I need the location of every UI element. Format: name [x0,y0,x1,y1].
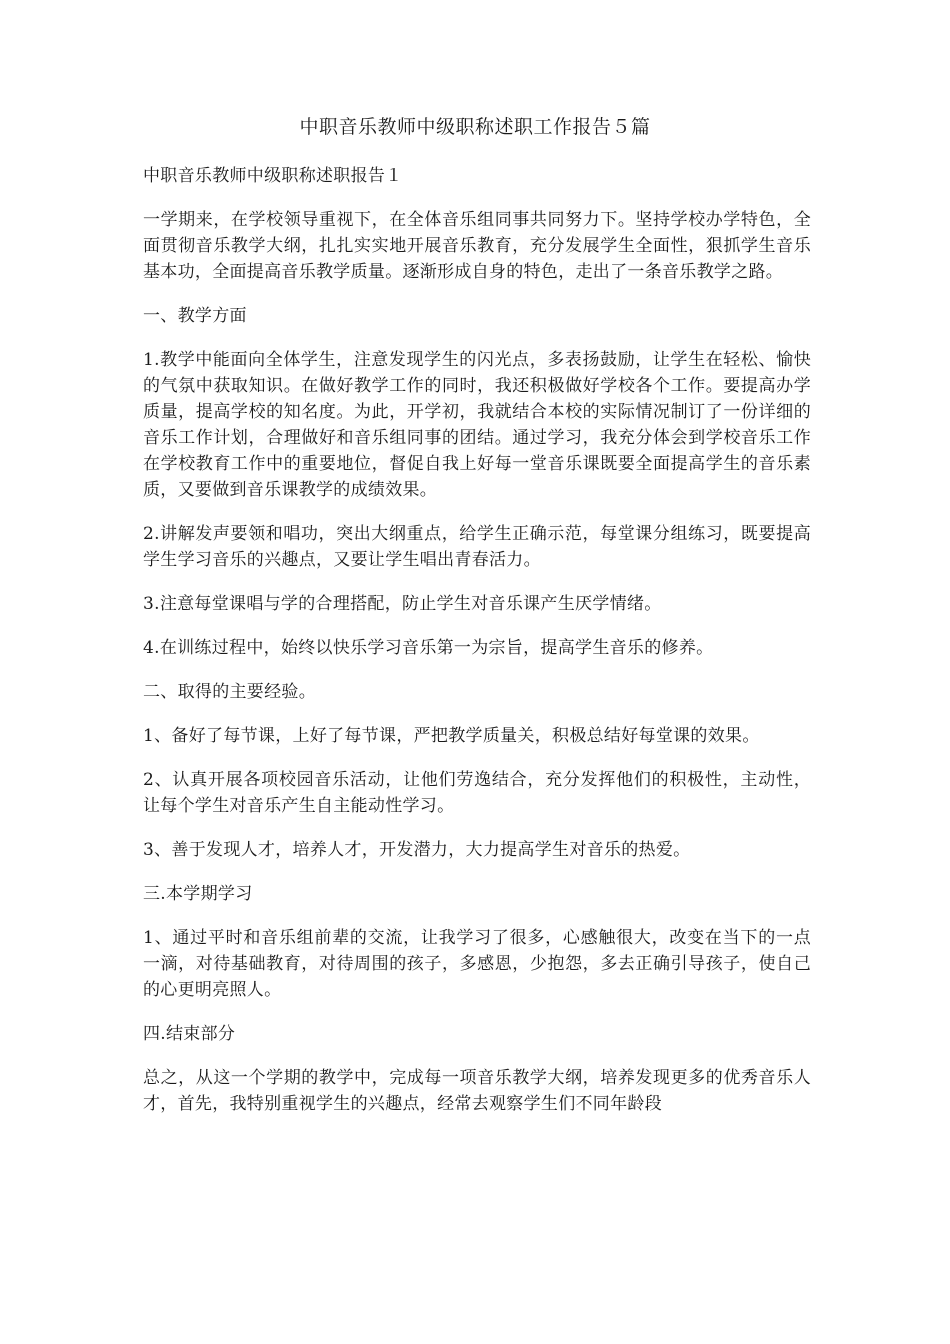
teaching-item-3: 3.注意每堂课唱与学的合理搭配，防止学生对音乐课产生厌学情绪。 [143,594,662,614]
section-heading-teaching: 一、教学方面 [143,306,247,326]
teaching-item-2: 2.讲解发声要领和唱功，突出大纲重点，给学生正确示范，每堂课分组练习，既要提高学生学习音乐的兴趣点，又要让学生唱出青春活力。 [143,524,811,570]
conclusion-paragraph: 总之，从这一个学期的教学中，完成每一项音乐教学大纲，培养发现更多的优秀音乐人才，首先，我特别重视学生的兴趣点，经常去观察学生们不同年龄段 [143,1068,811,1114]
teaching-item-4: 4.在训练过程中，始终以快乐学习音乐第一为宗旨，提高学生音乐的修养。 [143,638,714,658]
section-heading-experience: 二、取得的主要经验。 [143,682,316,702]
section-heading-study: 三.本学期学习 [143,884,253,904]
study-item-1: 1、通过平时和音乐组前辈的交流，让我学习了很多，心感触很大，改变在当下的一点一滴，对待基础教育，对待周围的孩子，多感恩，少抱怨，多去正确引导孩子，使自己的心更明亮照人。 [143,928,811,1000]
teaching-item-1: 1.教学中能面向全体学生，注意发现学生的闪光点，多表扬鼓励，让学生在轻松、愉快的气氛中获取知识。在做好教学工作的同时，我还积极做好学校各个工作。要提高办学质量，提高学校的知名度。为此，开学初，我就结合本校的实际情况制订了一份详细的音乐工作计划，合理做好和音乐组同事的团结。通过学习，我充分体会到学校音乐工作在学校教育工作中的重要地位，督促自我上好每一堂音乐课既要全面提高学生的音乐素质，又要做到音乐课教学的成绩效果。 [143,350,811,500]
experience-item-3: 3、善于发现人才，培养人才，开发潜力，大力提高学生对音乐的热爱。 [143,840,691,860]
experience-item-2: 2、认真开展各项校园音乐活动，让他们劳逸结合，充分发挥他们的积极性，主动性，让每个学生对音乐产生自主能动性学习。 [143,770,811,816]
section-subtitle: 中职音乐教师中级职称述职报告１ [143,166,403,186]
document-title: 中职音乐教师中级职称述职工作报告５篇 [299,116,651,138]
document-body [143,163,811,1135]
section-heading-conclusion: 四.结束部分 [143,1024,236,1044]
experience-item-1: 1、备好了每节课，上好了每节课，严把教学质量关，积极总结好每堂课的效果。 [143,726,760,746]
intro-paragraph: 一学期来，在学校领导重视下，在全体音乐组同事共同努力下。坚持学校办学特色，全面贯彻音乐教学大纲，扎扎实实地开展音乐教育，充分发展学生全面性，狠抓学生音乐基本功，全面提高音乐教学质量。逐渐形成自身的特色，走出了一条音乐教学之路。 [143,210,811,282]
